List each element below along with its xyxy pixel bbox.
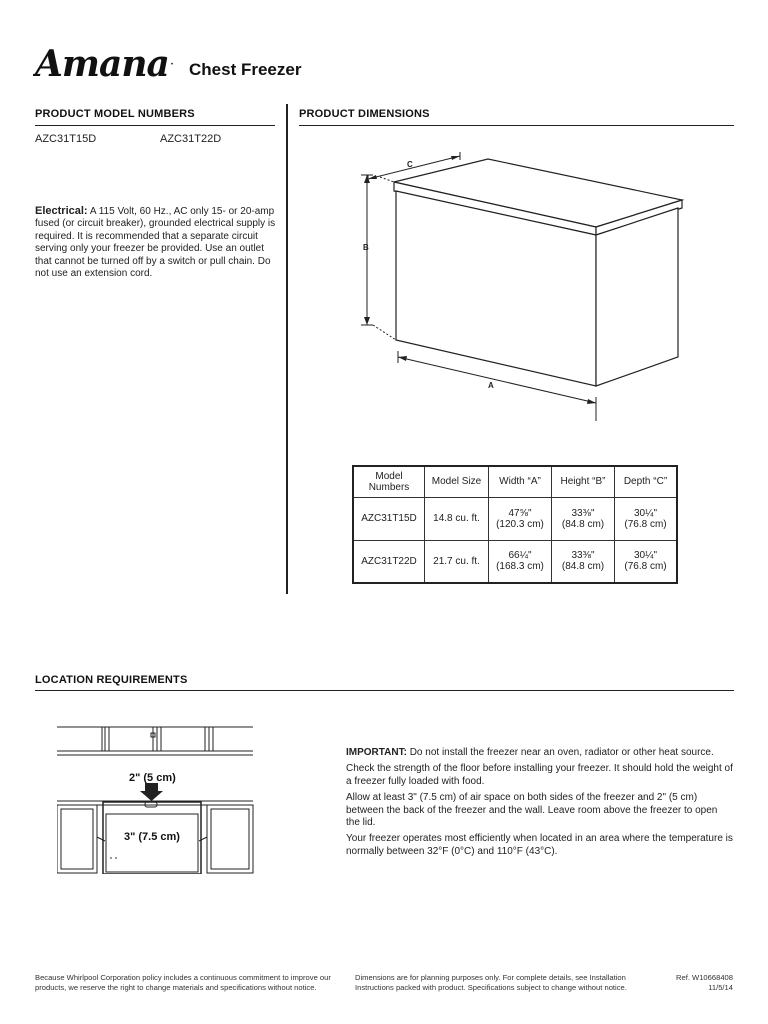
freezer-dimension-diagram [340,145,710,435]
location-rule [35,690,734,691]
document-title: Chest Freezer [189,60,302,79]
column-divider [286,104,288,594]
electrical-paragraph [35,205,278,280]
table-row [353,497,677,540]
header-model-size: Model Size [425,466,489,497]
footer-policy: Because Whirlpool Corporation policy includes a continuous commitment to improve our products, we reserve the right to change materials and specifications without notice. [35,973,331,993]
header-depth: Depth “C” [615,466,678,497]
dimensions-table [352,465,678,584]
cell-height: 33⅜" (84.8 cm) [552,540,615,583]
cell-height: 33⅜" (84.8 cm) [552,497,615,540]
temperature-paragraph: Your freezer operates most efficiently when located in an area where the temperature is normally between 32°F (0°C) and 110°F (43°C). [346,833,733,857]
ref-date: 11/5/14 [708,983,733,993]
electrical-label: Electrical: [35,205,88,217]
table-header-row [353,466,677,497]
header-width: Width “A” [489,466,552,497]
back-gap-arrow-head [140,791,163,801]
ref-number: Ref. W10668408 [676,973,733,982]
footer-disclaimer: Dimensions are for planning purposes only. For complete details, see Installation Instructions packed with product. Specifications subject to change without notice. [355,973,627,993]
cell-depth: 30¼" (76.8 cm) [615,497,678,540]
cell-size: 21.7 cu. ft. [425,540,489,583]
dimensions-rule [299,125,734,126]
cell-depth: 30¼" (76.8 cm) [615,540,678,583]
important-text: Do not install the freezer near an oven, radiator or other heat source. [406,747,714,758]
back-gap-arrow-body [145,783,158,791]
cell-width: 66¼" (168.3 cm) [489,540,552,583]
c-arrow-right [451,156,460,160]
footer-reference [676,973,733,994]
a-arrow-right [587,399,596,404]
model-numbers-rule [35,125,275,126]
side-gap-label: 3" (7.5 cm) [124,831,180,843]
cell-width: 47⅝" (120.3 cm) [489,497,552,540]
model-number-1: AZC31T15D [35,133,97,145]
c-arrow-left [368,175,377,179]
clearance-paragraph: Allow at least 3" (7.5 cm) of air space on both sides of the freezer and 2" (5 cm) between the back of the freezer and the wall. Leave room above the freezer to open the lid. [346,792,718,829]
important-label: IMPORTANT: [346,747,407,758]
model-numbers-heading: PRODUCT MODEL NUMBERS [35,108,195,120]
cell-model: AZC31T22D [353,540,425,583]
dimensions-heading: PRODUCT DIMENSIONS [299,108,430,120]
label-a: A [488,381,494,390]
back-gap-label: 2" (5 cm) [129,772,176,784]
header-height: Height “B” [552,466,615,497]
svg-text:•: • [171,62,174,68]
table-row [353,540,677,583]
important-paragraph [346,747,734,759]
model-number-2: AZC31T22D [160,133,222,145]
electrical-text: A 115 Volt, 60 Hz., AC only 15- or 20-amp fused (or circuit breaker), grounded electrical supply is required. It is recommended that a separate circuit serving only your freezer be provided. Use an outlet that cannot be turned off by a switch or pull chain. Do not use an extension cord. [35,206,276,280]
cell-model: AZC31T15D [353,497,425,540]
location-heading: LOCATION REQUIREMENTS [35,674,188,686]
cell-size: 14.8 cu. ft. [425,497,489,540]
b-arrow-bottom [364,317,370,325]
floor-paragraph: Check the strength of the floor before installing your freezer. It should hold the weight of a freezer fully loaded with food. [346,763,733,787]
label-b: B [363,243,369,252]
location-clearance-diagram [57,724,257,874]
location-text [346,747,734,862]
label-c: C [407,160,413,169]
svg-text:Amana: Amana [35,43,169,84]
a-arrow-left [398,356,407,361]
amana-logo [33,40,179,84]
header-model-numbers: Model Numbers [353,466,425,497]
